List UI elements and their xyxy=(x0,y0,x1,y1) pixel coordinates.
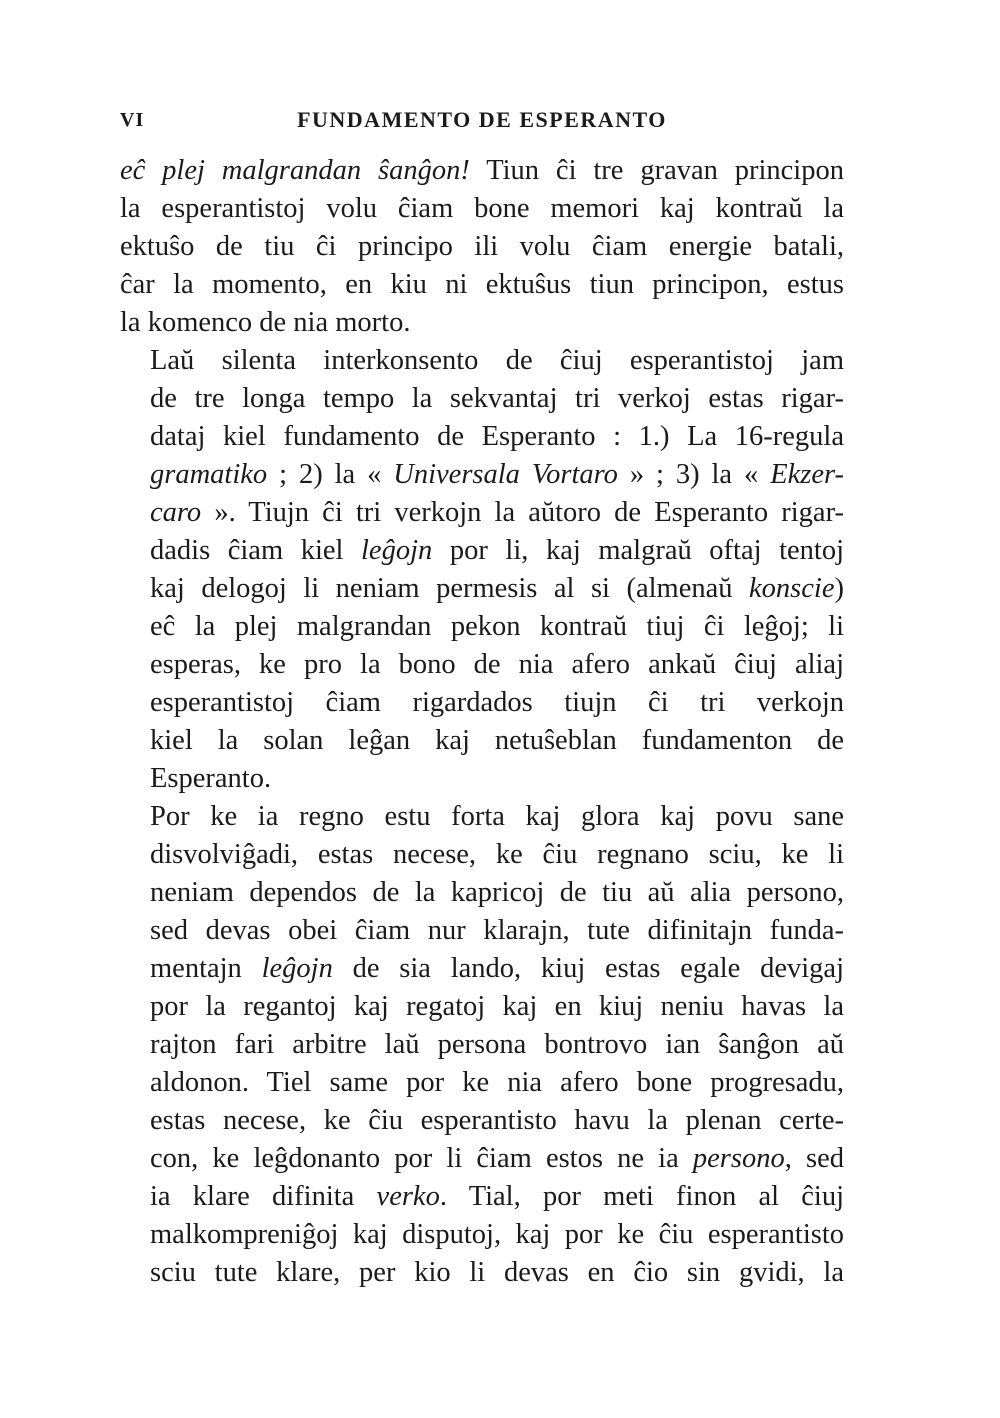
text-run: sed devas obei ĉiam nur klarajn, tute difinitajn funda- xyxy=(150,915,844,946)
text-line xyxy=(120,684,844,722)
running-head: FUNDAMENTO DE ESPERANTO xyxy=(297,107,667,132)
page-number: VI xyxy=(120,109,145,131)
text-run: dataj kiel fundamento de Esperanto : 1.) La 16-regula xyxy=(150,421,844,452)
italic-run: Ekzer- xyxy=(770,459,844,490)
italic-run: leĝojn xyxy=(261,953,333,984)
text-line xyxy=(120,1140,844,1178)
italic-run: eĉ plej malgrandan ŝanĝon! xyxy=(120,155,470,186)
text-line xyxy=(120,722,844,760)
paragraph xyxy=(120,152,844,342)
text-run: aldonon. Tiel same por ke nia afero bone progresadu, xyxy=(150,1067,844,1098)
body-text xyxy=(120,152,844,1292)
text-run: Por ke ia regno estu forta kaj glora kaj povu sane xyxy=(150,801,844,832)
text-line xyxy=(120,570,844,608)
text-run: por la regantoj kaj regatoj kaj en kiuj neniu havas la xyxy=(150,991,844,1022)
text-run: la komenco de nia morto. xyxy=(120,307,411,338)
text-run: » ; 3) la « xyxy=(617,459,771,490)
text-run: esperantistoj ĉiam rigardados tiujn ĉi tri verkojn xyxy=(150,687,844,718)
text-line xyxy=(120,1216,844,1254)
text-run: la esperantistoj volu ĉiam bone memori kaj kontraŭ la xyxy=(120,193,844,224)
text-run: de tre longa tempo la sekvantaj tri verkoj estas rigar- xyxy=(150,383,844,414)
text-line xyxy=(120,152,844,190)
text-run: por li, kaj malgraŭ oftaj tentoj xyxy=(432,535,845,566)
text-line xyxy=(120,1064,844,1102)
text-line xyxy=(120,266,844,304)
text-line xyxy=(120,798,844,836)
text-line xyxy=(120,1254,844,1292)
text-run: kaj delogoj li neniam permesis al si (almenaŭ xyxy=(150,573,750,604)
text-run: de sia lando, kiuj estas egale devigaj xyxy=(332,953,844,984)
text-run: malkompreniĝoj kaj disputoj, kaj por ke ĉiu esperantisto xyxy=(150,1219,844,1250)
text-run: Esperanto. xyxy=(150,763,272,794)
text-line xyxy=(120,532,844,570)
italic-run: persono xyxy=(692,1143,785,1174)
text-line xyxy=(120,380,844,418)
text-line xyxy=(120,456,844,494)
text-line xyxy=(120,646,844,684)
text-run: con, ke leĝdonanto por li ĉiam estos ne ia xyxy=(150,1143,693,1174)
text-line xyxy=(120,874,844,912)
text-line xyxy=(120,494,844,532)
italic-run: leĝojn xyxy=(361,535,433,566)
text-run: ia klare difinita xyxy=(150,1181,377,1212)
text-run: kiel la solan leĝan kaj netuŝeblan fundamenton de xyxy=(150,725,844,756)
text-run: , sed xyxy=(784,1143,844,1174)
text-run: ; 2) la « xyxy=(267,459,394,490)
paragraph xyxy=(120,342,844,798)
italic-run: Universala Vortaro xyxy=(393,459,618,490)
text-run: eĉ la plej malgrandan pekon kontraŭ tiuj ĉi leĝoj; li xyxy=(150,611,844,642)
italic-run: caro xyxy=(150,497,202,528)
text-run: ĉar la momento, en kiu ni ektuŝus tiun principon, estus xyxy=(120,269,844,300)
text-line xyxy=(120,1102,844,1140)
text-line xyxy=(120,912,844,950)
italic-run: gramatiko xyxy=(150,459,268,490)
text-run: ektuŝo de tiu ĉi principo ili volu ĉiam energie batali, xyxy=(120,231,844,262)
text-line xyxy=(120,418,844,456)
text-line xyxy=(120,836,844,874)
text-run: neniam dependos de la kapricoj de tiu aŭ alia persono, xyxy=(150,877,844,908)
text-run: rajton fari arbitre laŭ persona bontrovo ian ŝanĝon aŭ xyxy=(150,1029,844,1060)
text-run: sciu tute klare, per kio li devas en ĉio sin gvidi, la xyxy=(150,1257,844,1288)
text-line xyxy=(120,1178,844,1216)
text-run: disvolviĝadi, estas necese, ke ĉiu regnano sciu, ke li xyxy=(150,839,844,870)
paragraph xyxy=(120,798,844,1292)
text-line xyxy=(120,760,844,798)
text-run: Tiun ĉi tre gravan principon xyxy=(469,155,844,186)
text-line xyxy=(120,1026,844,1064)
text-line xyxy=(120,950,844,988)
italic-run: konscie xyxy=(749,573,835,604)
text-line xyxy=(120,342,844,380)
text-line xyxy=(120,228,844,266)
text-run: ». Tiujn ĉi tri verkojn la aŭtoro de Esperanto rigar- xyxy=(201,497,844,528)
text-run: Laŭ silenta interkonsento de ĉiuj esperantistoj jam xyxy=(150,345,844,376)
text-run: . Tial, por meti finon al ĉiuj xyxy=(439,1181,844,1212)
text-run: esperas, ke pro la bono de nia afero ankaŭ ĉiuj aliaj xyxy=(150,649,844,680)
text-line xyxy=(120,190,844,228)
text-line xyxy=(120,608,844,646)
text-line xyxy=(120,304,844,342)
text-run: ) xyxy=(834,573,844,604)
text-run: estas necese, ke ĉiu esperantisto havu la plenan certe- xyxy=(150,1105,844,1136)
text-line xyxy=(120,988,844,1026)
italic-run: verko xyxy=(376,1181,440,1212)
text-run: dadis ĉiam kiel xyxy=(150,535,362,566)
text-run: mentajn xyxy=(150,953,262,984)
